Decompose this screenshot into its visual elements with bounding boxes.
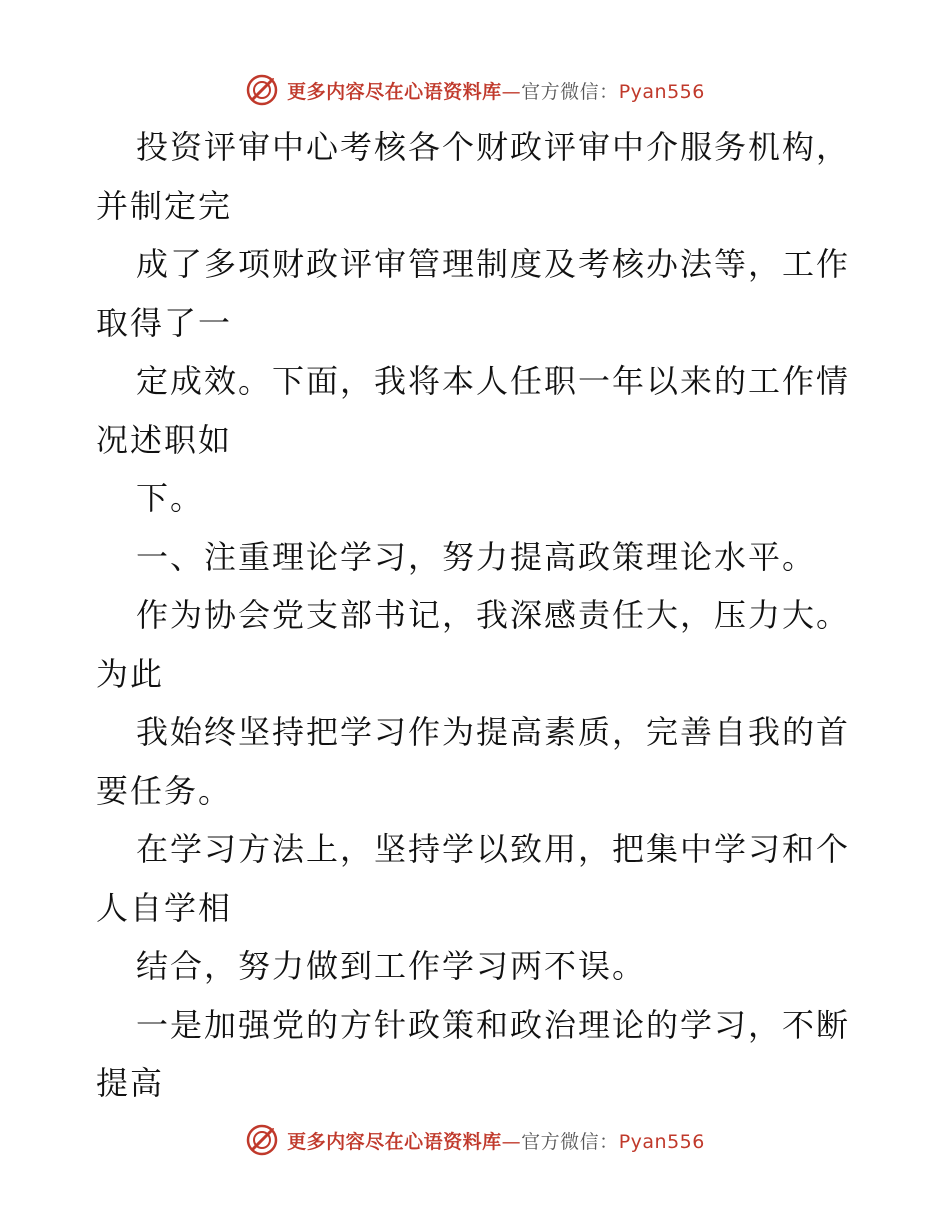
watermark-separator: —	[501, 1130, 522, 1153]
paragraph-line: 下。	[136, 479, 205, 517]
paragraph-line: 况述职如	[96, 420, 233, 459]
paragraph-line: 一是加强党的方针政策和政治理论的学习，不断	[136, 1005, 851, 1044]
watermark-text	[287, 77, 705, 104]
paragraph-line: 结合，努力做到工作学习两不误。	[136, 947, 647, 985]
paragraph-line: 我始终坚持把学习作为提高素质，完善自我的首	[136, 713, 851, 751]
watermark-brand: 更多内容尽在心语资料库	[287, 1130, 502, 1153]
paragraph-line: 成了多项财政评审管理制度及考核办法等，工作	[136, 245, 851, 283]
paragraph-line: 投资评审中心考核各个财政评审中介服务机构，	[136, 128, 851, 166]
watermark-wechat-account: Pyan556	[618, 80, 705, 103]
paragraph-line: 要任务。	[96, 771, 233, 810]
paragraph-line: 定成效。下面，我将本人任职一年以来的工作情	[136, 362, 851, 400]
watermark-wechat-account: Pyan556	[618, 1130, 705, 1153]
paragraph-line: 在学习方法上，坚持学以致用，把集中学习和个	[136, 830, 851, 868]
paragraph-line: 并制定完	[96, 186, 233, 225]
watermark-wechat-label: 官方微信：	[521, 1130, 619, 1153]
paragraph-line: 人自学相	[96, 888, 233, 927]
footer-watermark	[0, 1120, 950, 1160]
paragraph-line: 为此	[96, 654, 165, 693]
paragraph-line: 取得了一	[96, 303, 233, 342]
library-logo-icon	[245, 1123, 279, 1157]
section-heading: 一、注重理论学习，努力提高政策理论水平。	[136, 537, 817, 576]
paragraph-line: 作为协会党支部书记，我深感责任大，压力大。	[136, 596, 851, 634]
paragraph-line: 提高	[96, 1064, 165, 1102]
watermark-brand: 更多内容尽在心语资料库	[287, 80, 502, 103]
watermark-wechat-label: 官方微信：	[521, 80, 619, 103]
header-watermark	[0, 70, 950, 110]
watermark-text	[287, 1127, 705, 1154]
document-body	[96, 118, 856, 1113]
watermark-separator: —	[501, 80, 522, 103]
library-logo-icon	[245, 73, 279, 107]
